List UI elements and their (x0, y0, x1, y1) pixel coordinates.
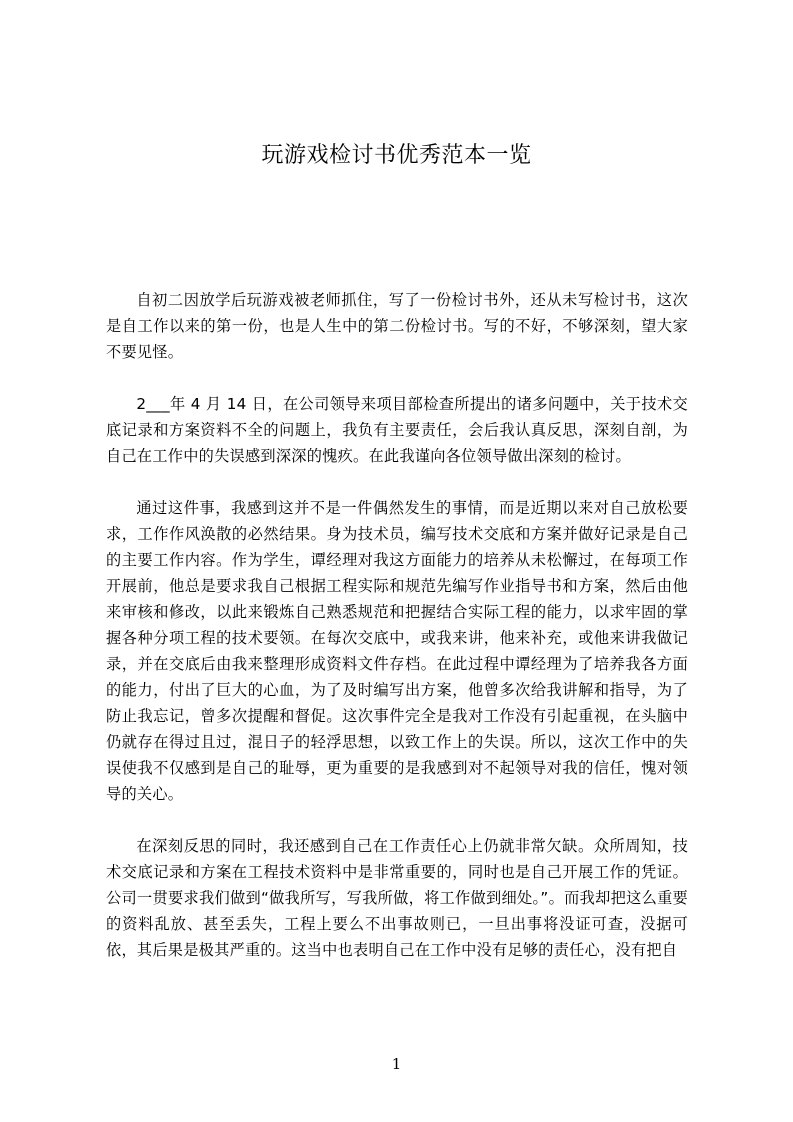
document-title: 玩游戏检讨书优秀范本一览 (261, 143, 532, 168)
paragraph-3: 通过这件事，我感到这并不是一件偶然发生的事情，而是近期以来对自己放松要求，工作作风涣散的必然结果。身为技术员，编写技术交底和方案并做好记录是自己的主要工作内容。作为学生，谭经理对我这方面能力的培养从未松懈过，在每项工作开展前，他总是要求我自己根据工程实际和规范先编写作业指导书和方案，然后由他来审核和修改，以此来锻炼自己熟悉规范和把握结合实际工程的能力，以求牢固的掌握各种分项工程的技术要领。在每次交底中，或我来讲，他来补充，或他来讲我做记录，并在交底后由我来整理形成资料文件存档。在此过程中谭经理为了培养我各方面的能力，付出了巨大的心血，为了及时编写出方案，他曾多次给我讲解和指导，为了防止我忘记，曾多次提醒和督促。这次事件完全是我对工作没有引起重视，在头脑中仍就存在得过且过，混日子的轻浮思想，以致工作上的失误。所以，这次工作中的失误使我不仅感到是自己的耻辱，更为重要的是我感到对不起领导对我的信任，愧对领导的关心。 (106, 499, 688, 803)
paragraph-2: 2___年 4 月 14 日，在公司领导来项目部检查所提出的诸多问题中，关于技术交底记录和方案资料不全的问题上，我负有主要责任，会后我认真反思，深刻自剖，为自己在工作中的失误感到深深的愧疚。在此我谨向各位领导做出深刻的检讨。 (106, 395, 688, 465)
page-number: 1 (391, 1055, 402, 1073)
document-body (106, 287, 688, 989)
paragraph-4: 在深刻反思的同时，我还感到自己在工作责任心上仍就非常欠缺。众所周知，技术交底记录和方案在工程技术资料中是非常重要的，同时也是自己开展工作的凭证。公司一贯要求我们做到“做我所写，写我所做，将工作做到细处。”。而我却把这么重要的资料乱放、甚至丢失，工程上要么不出事故则已，一旦出事将没证可查，没据可依，其后果是极其严重的。这当中也表明自己在工作中没有足够的责任心，没有把自 (106, 837, 688, 959)
paragraph-1: 自初二因放学后玩游戏被老师抓住，写了一份检讨书外，还从未写检讨书，这次是自工作以来的第一份，也是人生中的第二份检讨书。写的不好，不够深刻，望大家不要见怪。 (106, 291, 688, 361)
